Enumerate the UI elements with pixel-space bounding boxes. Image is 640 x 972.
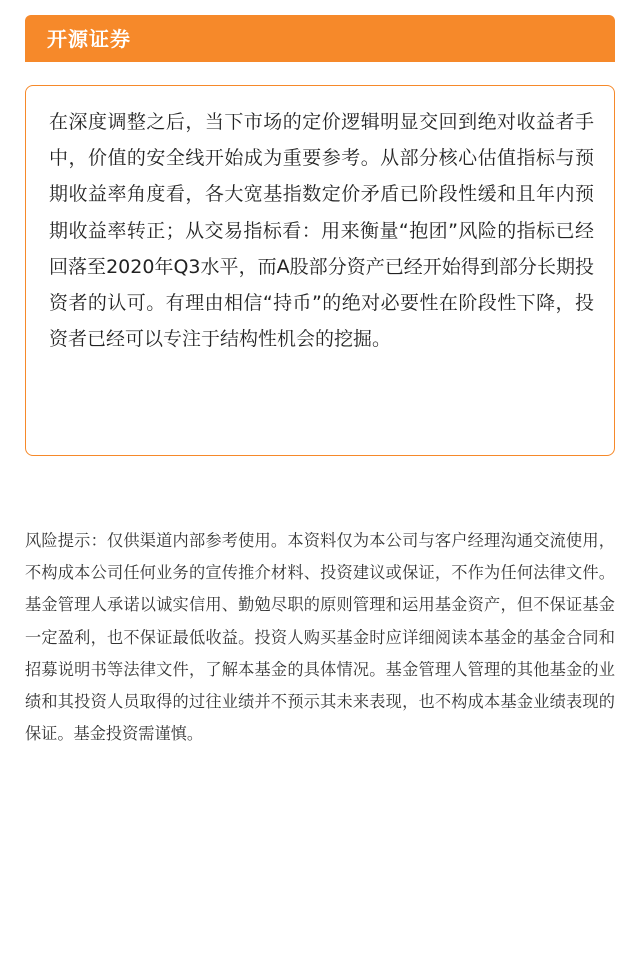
summary-box <box>25 85 615 456</box>
header-title: 开源证券 <box>47 27 131 51</box>
content-card <box>25 15 615 456</box>
summary-text: 在深度调整之后，当下市场的定价逻辑明显交回到绝对收益者手中，价值的安全线开始成为重要参考。从部分核心估值指标与预期收益率角度看，各大宽基指数定价矛盾已阶段性缓和且年内预期收益率转正；从交易指标看：用来衡量“抱团”风险的指标已经回落至2020年Q3水平，而A股部分资产已经开始得到部分长期投资者的认可。有理由相信“持币”的绝对必要性在阶段性下降，投资者已经可以专注于结构性机会的挖掘。 <box>49 111 594 351</box>
header-bar <box>25 15 615 62</box>
risk-disclaimer: 风险提示：仅供渠道内部参考使用。本资料仅为本公司与客户经理沟通交流使用，不构成本公司任何业务的宣传推介材料、投资建议或保证，不作为任何法律文件。基金管理人承诺以诚实信用、勤勉尽职的原则管理和运用基金资产，但不保证基金一定盈利，也不保证最低收益。投资人购买基金时应详细阅读本基金的基金合同和招募说明书等法律文件，了解本基金的具体情况。基金管理人管理的其他基金的业绩和其投资人员取得的过往业绩并不预示其未来表现，也不构成本基金业绩表现的保证。基金投资需谨慎。 <box>25 531 615 744</box>
